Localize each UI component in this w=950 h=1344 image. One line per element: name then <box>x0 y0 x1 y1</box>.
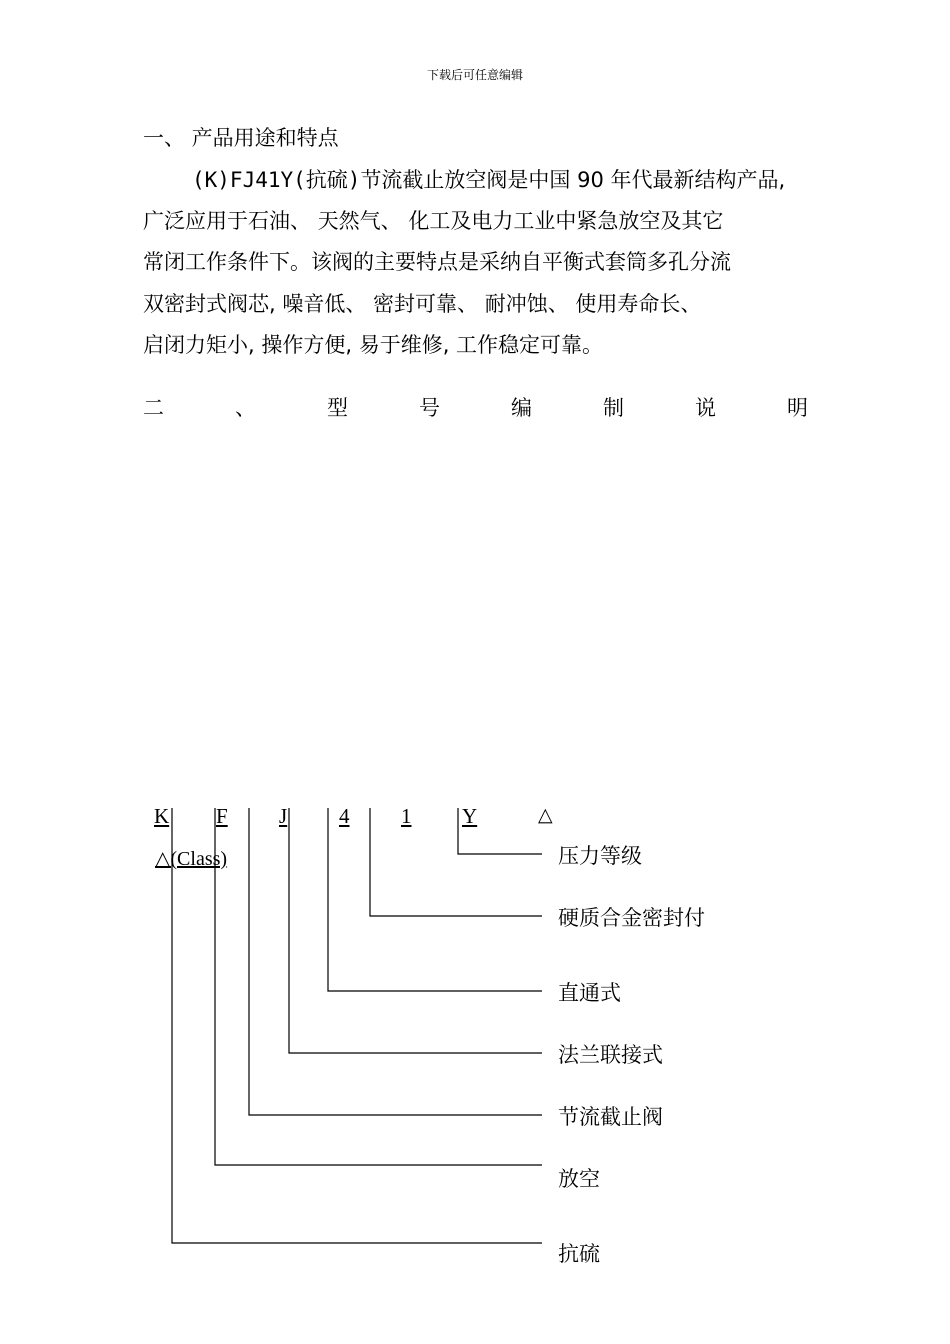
paragraph-line-4: 双密封式阀芯, 噪音低、 密封可靠、 耐冲蚀、 使用寿命长、 <box>143 292 702 316</box>
page-header-note: 下载后可任意编辑 <box>426 68 523 82</box>
label-vent: 放空 <box>558 1167 600 1191</box>
line-pressure-class <box>458 808 542 854</box>
line-vent <box>215 808 542 1165</box>
label-throttle-stop-valve: 节流截止阀 <box>558 1105 663 1129</box>
label-sulfur-resistant: 抗硫 <box>558 1242 600 1266</box>
section-2-title-char: 制 <box>603 396 624 420</box>
code-char-1: 1 <box>401 804 412 828</box>
section-2-title-char: 、 <box>235 396 256 420</box>
paragraph-line-5: 启闭力矩小, 操作方便, 易于维修, 工作稳定可靠。 <box>143 333 604 357</box>
code-char-4: 4 <box>339 804 350 828</box>
section-2-title-char: 编 <box>511 396 532 420</box>
line-hard-alloy-seal <box>370 808 542 916</box>
section-2-title-char: 二 <box>143 396 164 420</box>
code-char-f: F <box>216 804 228 828</box>
line-sulfur-resistant <box>172 808 542 1243</box>
section-1-title: 一、 产品用途和特点 <box>143 126 339 150</box>
line-straight-through <box>328 808 542 991</box>
label-straight-through: 直通式 <box>558 981 621 1005</box>
code-char-k: K <box>154 804 170 828</box>
section-2-title-char: 型 <box>327 396 348 420</box>
paragraph-line-3: 常闭工作条件下。该阀的主要特点是采纳自平衡式套筒多孔分流 <box>143 250 731 274</box>
section-2-title-char: 明 <box>787 396 808 420</box>
code-char-triangle: △ <box>538 805 553 826</box>
line-flange-connection <box>289 808 542 1053</box>
paragraph-line-1-text: 节流截止放空阀是中国 90 年代最新结构产品, <box>360 168 786 192</box>
code-char-j: J <box>279 804 288 828</box>
model-prefix: (K)FJ41Y(抗硫) <box>192 168 361 192</box>
section-2-title-char: 说 <box>695 396 716 420</box>
label-pressure-class: 压力等级 <box>558 844 642 868</box>
label-flange-connection: 法兰联接式 <box>558 1043 663 1067</box>
label-hard-alloy-seal: 硬质合金密封付 <box>558 906 705 930</box>
class-label: △(Class) <box>155 848 228 870</box>
paragraph-line-2: 广泛应用于石油、 天然气、 化工及电力工业中紧急放空及其它 <box>143 209 724 233</box>
section-2-title-char: 号 <box>419 396 440 420</box>
code-char-y: Y <box>462 804 478 828</box>
